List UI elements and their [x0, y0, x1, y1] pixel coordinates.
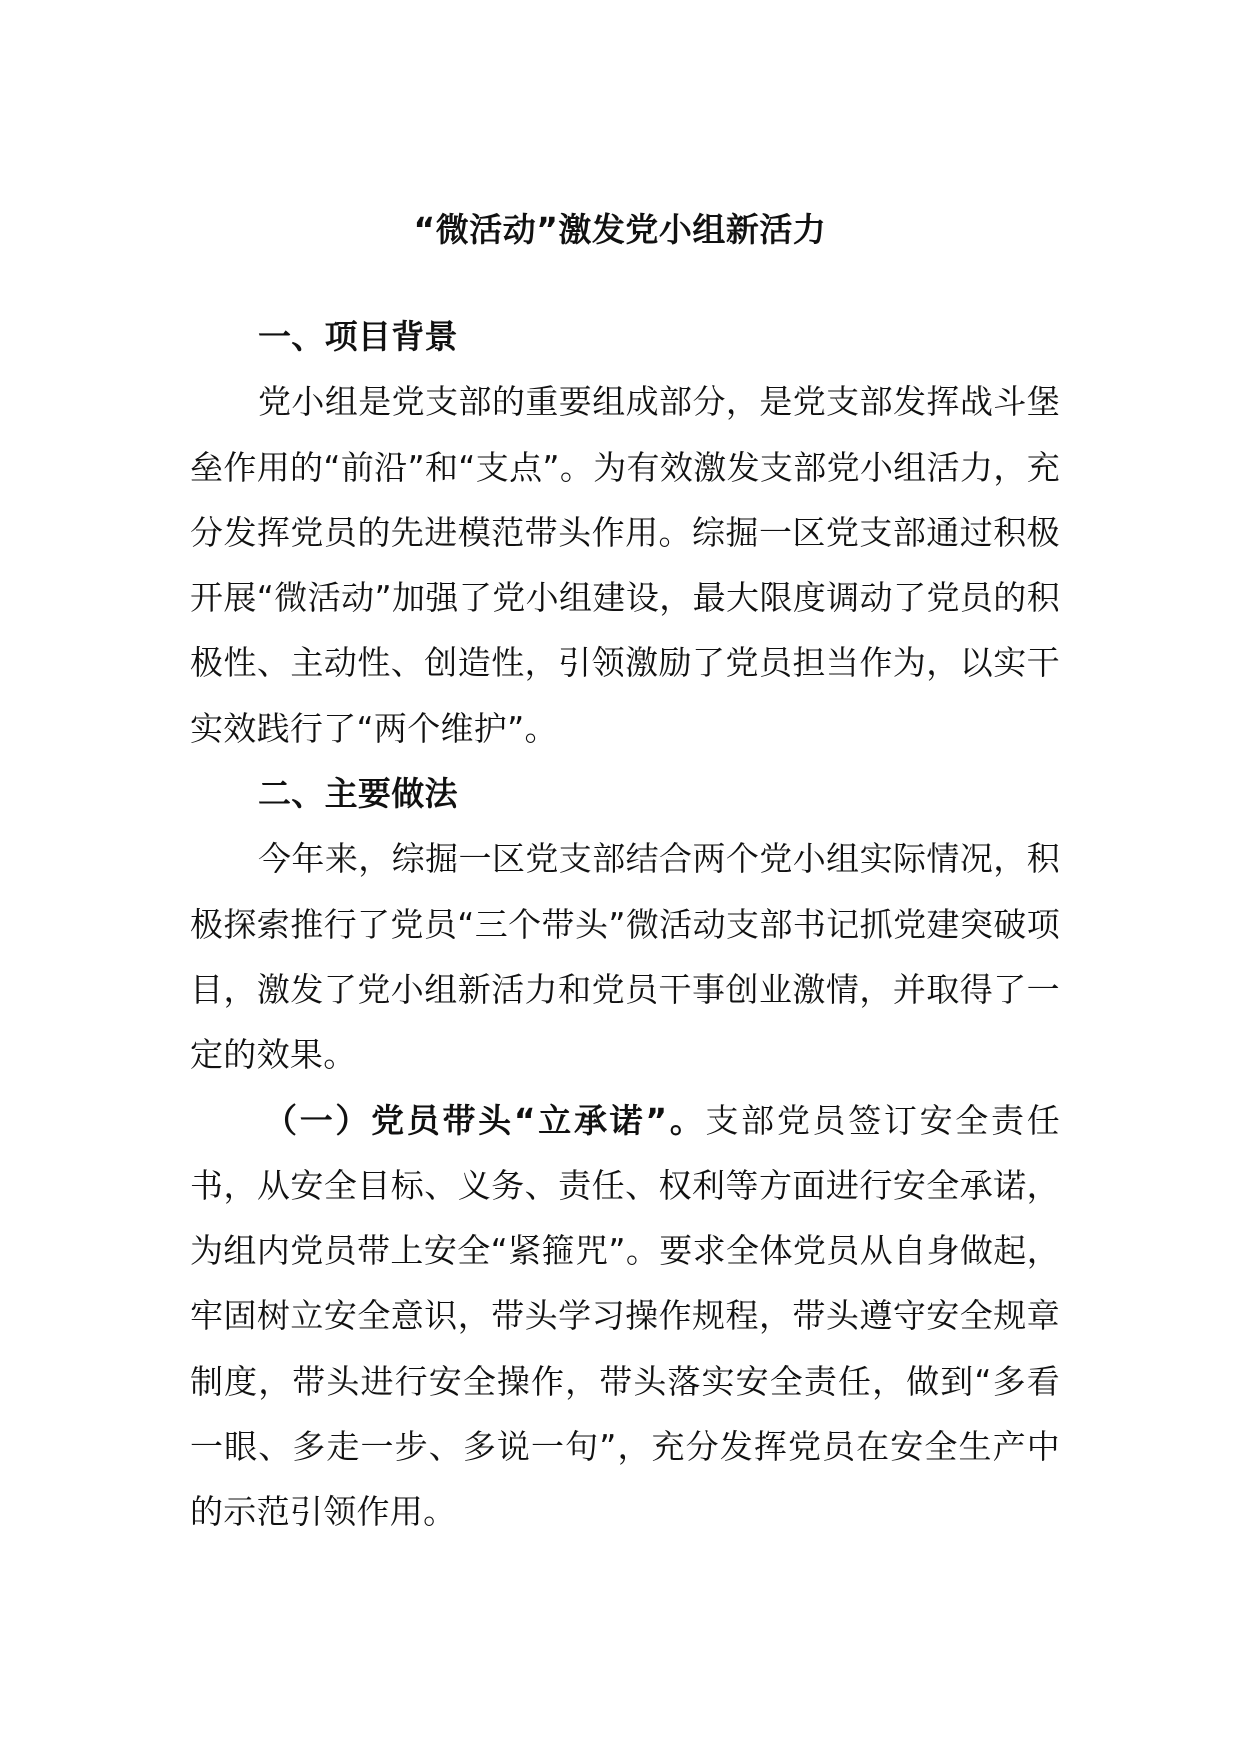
paragraph-item-one — [190, 1088, 1060, 1545]
item-one-lead: （一）党员带头“立承诺”。 — [264, 1100, 706, 1140]
document-body — [190, 304, 1060, 1545]
section-heading-main-practices: 二、主要做法 — [258, 774, 458, 814]
document-title: “微活动”激发党小组新活力 — [413, 210, 827, 249]
section-heading-background: 一、项目背景 — [258, 317, 458, 356]
item-one-text: 支部党员签订安全责任书，从安全目标、义务、责任、权利等方面进行安全承诺，为组内党员带上安全“紧箍咒”。要求全体党员从自身做起，牢固树立安全意识，带头学习操作规程，带头遵守安全规章制度，带头进行安全操作，带头落实安全责任，做到“多看一眼、多走一步、多说一句”，充分发挥党员在安全生产中的示范引领作用。 — [190, 1100, 1061, 1532]
paragraph-background: 党小组是党支部的重要组成部分，是党支部发挥战斗堡垒作用的“前沿”和“支点”。为有效激发支部党小组活力，充分发挥党员的先进模范带头作用。综掘一区党支部通过积极开展“微活动”加强了党小组建设，最大限度调动了党员的积极性、主动性、创造性，引领激励了党员担当作为，以实干实效践行了“两个维护”。 — [190, 382, 1060, 748]
paragraph-main-practices: 今年来，综掘一区党支部结合两个党小组实际情况，积极探索推行了党员“三个带头”微活动支部书记抓党建突破项目，激发了党小组新活力和党员干事创业激情，并取得了一定的效果。 — [190, 839, 1060, 1075]
